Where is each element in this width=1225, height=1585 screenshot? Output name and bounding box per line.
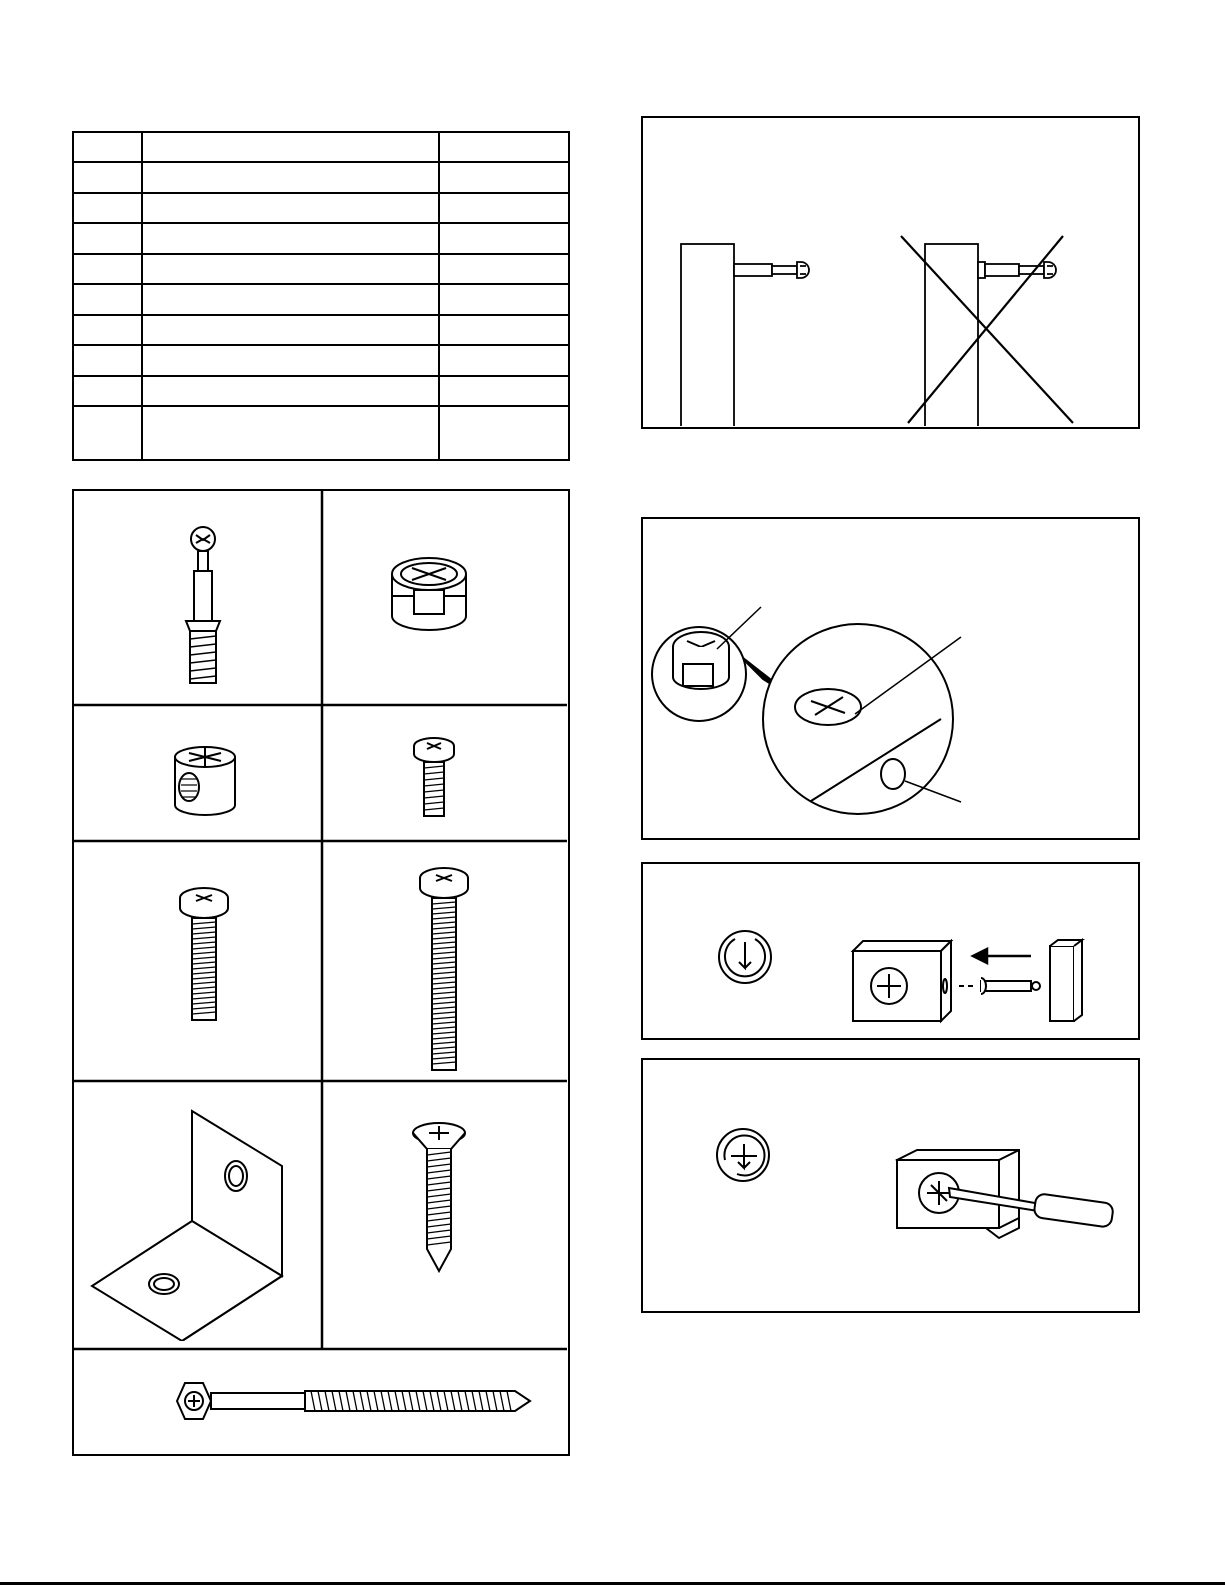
- incorrect-bolt-crossed-icon: [901, 236, 1073, 426]
- table-row: [73, 406, 569, 460]
- wood-screw-icon: [409, 1121, 469, 1276]
- table-cell-id: [73, 254, 142, 284]
- barrel-nut-icon: [169, 741, 241, 821]
- table-row: [73, 284, 569, 315]
- magnifier-detail-icon: [763, 624, 953, 814]
- table-row: [73, 376, 569, 406]
- table-row: [73, 223, 569, 254]
- table-cell-id: [73, 162, 142, 193]
- hex-lag-screw-icon: [169, 1371, 534, 1431]
- table-cell-quantity: [439, 162, 569, 193]
- table-row: [73, 132, 569, 162]
- table-cell-id: [73, 315, 142, 345]
- table-cell-id: [73, 132, 142, 162]
- table-cell-description: [142, 223, 439, 254]
- table-cell-quantity: [439, 406, 569, 460]
- table-cell-description: [142, 193, 439, 223]
- medium-machine-screw-icon: [174, 886, 234, 1026]
- long-machine-screw-icon: [414, 866, 474, 1076]
- table-cell-quantity: [439, 376, 569, 406]
- table-cell-quantity: [439, 254, 569, 284]
- table-row: [73, 345, 569, 376]
- table-row: [73, 254, 569, 284]
- short-machine-screw-icon: [409, 736, 459, 821]
- table-cell-description: [142, 254, 439, 284]
- cam-lock-orientation-panel: [641, 517, 1140, 840]
- cam-lock-icon: [384, 546, 474, 636]
- table-cell-id: [73, 223, 142, 254]
- table-cell-description: [142, 284, 439, 315]
- bolt-depth-illustration: [643, 118, 1137, 426]
- table-cell-quantity: [439, 132, 569, 162]
- table-cell-description: [142, 345, 439, 376]
- table-row: [73, 315, 569, 345]
- table-cell-quantity: [439, 345, 569, 376]
- table-cell-id: [73, 193, 142, 223]
- insert-bolt-illustration: [643, 864, 1137, 1037]
- table-cell-quantity: [439, 223, 569, 254]
- tighten-cam-panel: [641, 1058, 1140, 1313]
- table-cell-description: [142, 406, 439, 460]
- hardware-table: [72, 131, 570, 461]
- tighten-cam-illustration: [643, 1060, 1137, 1310]
- insert-bolt-panel: [641, 862, 1140, 1040]
- insert-arrow-icon: [973, 949, 1031, 963]
- table-cell-id: [73, 376, 142, 406]
- table-cell-id: [73, 284, 142, 315]
- l-bracket-icon: [84, 1106, 299, 1341]
- table-cell-description: [142, 162, 439, 193]
- table-row: [73, 193, 569, 223]
- table-cell-description: [142, 376, 439, 406]
- cam-bolt-depth-panel: [641, 116, 1140, 429]
- rotate-clockwise-icon: [717, 1129, 769, 1181]
- cam-bolt-icon: [174, 521, 234, 691]
- parts-grid: [72, 489, 570, 1456]
- correct-bolt-icon: [681, 244, 809, 426]
- table-cell-quantity: [439, 193, 569, 223]
- cam-orientation-illustration: [643, 519, 1137, 837]
- table-cell-quantity: [439, 315, 569, 345]
- table-cell-quantity: [439, 284, 569, 315]
- table-cell-description: [142, 315, 439, 345]
- table-row: [73, 162, 569, 193]
- rotate-counterclockwise-icon: [719, 931, 771, 983]
- table-cell-id: [73, 406, 142, 460]
- table-cell-id: [73, 345, 142, 376]
- table-cell-description: [142, 132, 439, 162]
